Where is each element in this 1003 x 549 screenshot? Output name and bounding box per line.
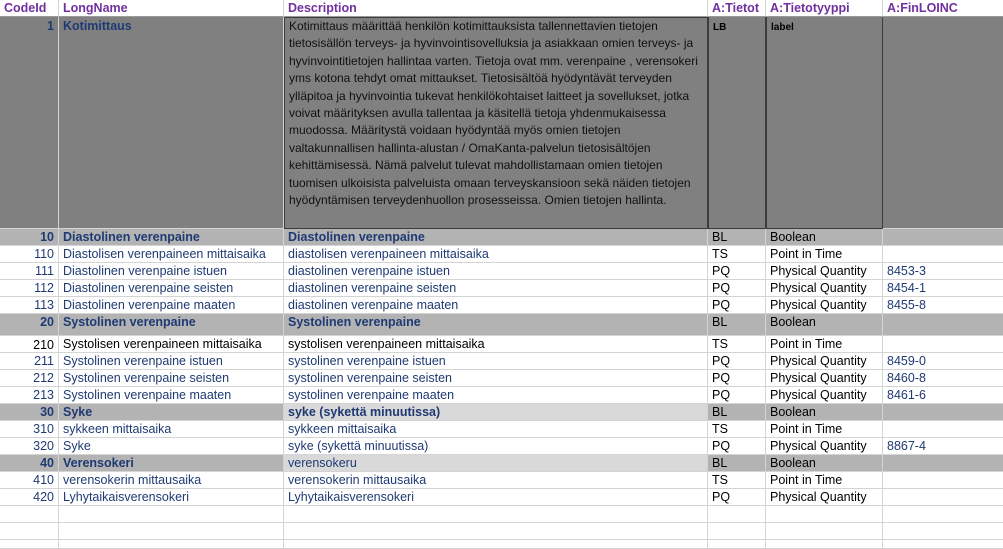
cell-tietot[interactable]: PQ (708, 263, 766, 280)
cell-description[interactable]: diastolisen verenpaineen mittaisaika (284, 246, 708, 263)
cell-description[interactable]: Lyhytaikaisverensokeri (284, 489, 708, 506)
cell-description[interactable]: sykkeen mittaisaika (284, 421, 708, 438)
cell-tietotyyppi[interactable]: Physical Quantity (766, 353, 883, 370)
cell-code[interactable]: 110 (0, 246, 59, 263)
cell-finloinc[interactable]: 8459-0 (883, 353, 1003, 370)
empty-row (0, 540, 1003, 549)
cell-tietotyyppi[interactable]: Boolean (766, 404, 883, 421)
header-tietotyyppi[interactable]: A:Tietotyyppi (766, 0, 883, 17)
cell-tietotyyppi[interactable]: Point in Time (766, 336, 883, 353)
empty-cell[interactable] (883, 506, 1003, 523)
cell-description[interactable]: Kotimittaus määrittää henkilön kotimittauksista tallennettavien tietojen tietosisällön terveys- ja hyvinvointisovelluksia ja asiakkaan omien terveys- ja hyvinvointitietojen hallintaa varten. Tietoja ovat mm. verenpaine , verensokeri yms kotona tehdyt omat mittaukset. Tietosisältöä hyödyntävät terveyden ylläpitoa ja hyvinvointia tukevat henkilökohtaiset laitteet ja sovellukset, jotka voivat määrityksen avulla tallentaa ja käsitellä tietoja yhdenmukaisessa muodossa. Määritystä voidaan hyödyntää myös omien tietojen valtakunnallisen hallinta-alustan / OmaKanta-palvelun tietosisältöjen kehittämisessä. Nämä palvelut tulevat mahdollistamaan omien tietojen tuomisen ulkoisista palveluista omaan terveyskansioon sekä näiden tietojen hyödyntämisen terveydenhuollon prosesseissa. Omien tietojen hallinta. (284, 17, 708, 229)
cell-tietot[interactable]: PQ (708, 370, 766, 387)
cell-tietot[interactable]: TS (708, 336, 766, 353)
cell-description[interactable]: Systolinen verenpaine (284, 314, 708, 336)
cell-tietot[interactable]: LB (708, 17, 766, 229)
table-row (0, 263, 1003, 280)
table-row (0, 336, 1003, 353)
cell-tietot[interactable]: PQ (708, 297, 766, 314)
cell-longname[interactable]: Diastolinen verenpaine (59, 229, 284, 246)
cell-longname[interactable]: Syke (59, 404, 284, 421)
cell-description[interactable]: syke (sykettä minuutissa) (284, 404, 708, 421)
empty-cell[interactable] (59, 506, 284, 523)
cell-tietotyyppi[interactable]: Physical Quantity (766, 387, 883, 404)
cell-finloinc[interactable]: 8867-4 (883, 438, 1003, 455)
cell-tietotyyppi[interactable]: Physical Quantity (766, 263, 883, 280)
empty-cell[interactable] (0, 540, 59, 549)
table-row (0, 370, 1003, 387)
cell-longname[interactable]: Diastolisen verenpaineen mittaisaika (59, 246, 284, 263)
cell-tietot[interactable]: TS (708, 421, 766, 438)
table-row (0, 280, 1003, 297)
cell-code[interactable]: 20 (0, 314, 59, 336)
cell-finloinc[interactable] (883, 472, 1003, 489)
cell-longname[interactable]: Systolinen verenpaine maaten (59, 387, 284, 404)
table-row (0, 387, 1003, 404)
cell-tietotyyppi[interactable]: Physical Quantity (766, 438, 883, 455)
table-row (0, 246, 1003, 263)
table-row (0, 421, 1003, 438)
cell-finloinc[interactable] (883, 489, 1003, 506)
empty-row (0, 506, 1003, 523)
cell-tietotyyppi[interactable]: Boolean (766, 455, 883, 472)
cell-finloinc[interactable] (883, 229, 1003, 246)
cell-code[interactable]: 420 (0, 489, 59, 506)
cell-longname[interactable]: Diastolinen verenpaine maaten (59, 297, 284, 314)
empty-cell[interactable] (0, 506, 59, 523)
cell-tietot[interactable]: BL (708, 229, 766, 246)
cell-longname[interactable]: verensokerin mittausaika (59, 472, 284, 489)
cell-longname[interactable]: Kotimittaus (59, 17, 284, 229)
empty-cell[interactable] (708, 540, 766, 549)
cell-longname[interactable]: Systolisen verenpaineen mittaisaika (59, 336, 284, 353)
cell-code[interactable]: 40 (0, 455, 59, 472)
cell-longname[interactable]: Systolinen verenpaine istuen (59, 353, 284, 370)
cell-finloinc[interactable] (883, 336, 1003, 353)
cell-tietot[interactable]: PQ (708, 387, 766, 404)
table-row (0, 472, 1003, 489)
cell-code[interactable]: 1 (0, 17, 59, 229)
cell-longname[interactable]: Syke (59, 438, 284, 455)
cell-tietotyyppi[interactable]: Point in Time (766, 246, 883, 263)
cell-description[interactable]: diastolinen verenpaine seisten (284, 280, 708, 297)
cell-longname[interactable]: Systolinen verenpaine seisten (59, 370, 284, 387)
cell-code[interactable]: 113 (0, 297, 59, 314)
cell-description[interactable]: systolisen verenpaineen mittaisaika (284, 336, 708, 353)
cell-finloinc[interactable] (883, 421, 1003, 438)
cell-longname[interactable]: Verensokeri (59, 455, 284, 472)
cell-description[interactable]: systolinen verenpaine istuen (284, 353, 708, 370)
empty-cell[interactable] (284, 506, 708, 523)
cell-code[interactable]: 410 (0, 472, 59, 489)
header-tietot[interactable]: A:Tietot (708, 0, 766, 17)
cell-finloinc[interactable]: 8455-8 (883, 297, 1003, 314)
empty-cell[interactable] (708, 523, 766, 540)
cell-code[interactable]: 30 (0, 404, 59, 421)
cell-tietot[interactable]: BL (708, 314, 766, 336)
cell-finloinc[interactable]: 8453-3 (883, 263, 1003, 280)
cell-finloinc[interactable]: 8454-1 (883, 280, 1003, 297)
empty-cell[interactable] (708, 506, 766, 523)
table-row-kotimittaus (0, 17, 1003, 229)
cell-tietot[interactable]: PQ (708, 353, 766, 370)
cell-code[interactable]: 213 (0, 387, 59, 404)
table-row (0, 455, 1003, 472)
table-row (0, 438, 1003, 455)
table-row (0, 489, 1003, 506)
empty-cell[interactable] (59, 540, 284, 549)
cell-description[interactable]: systolinen verenpaine maaten (284, 387, 708, 404)
cell-finloinc[interactable] (883, 314, 1003, 336)
cell-code[interactable]: 10 (0, 229, 59, 246)
cell-tietotyyppi[interactable]: label (766, 17, 883, 229)
table-row (0, 297, 1003, 314)
empty-cell[interactable] (883, 523, 1003, 540)
cell-code[interactable]: 112 (0, 280, 59, 297)
cell-description[interactable]: verensokerin mittausaika (284, 472, 708, 489)
header-codeid[interactable]: CodeId (0, 0, 59, 17)
cell-tietot[interactable]: PQ (708, 489, 766, 506)
header-finloinc[interactable]: A:FinLOINC (883, 0, 1003, 17)
cell-description[interactable]: diastolinen verenpaine maaten (284, 297, 708, 314)
header-description[interactable]: Description (284, 0, 708, 17)
table-row (0, 353, 1003, 370)
cell-finloinc[interactable] (883, 17, 1003, 229)
empty-cell[interactable] (59, 523, 284, 540)
cell-tietot[interactable]: BL (708, 404, 766, 421)
empty-cell[interactable] (766, 523, 883, 540)
cell-tietotyyppi[interactable]: Point in Time (766, 421, 883, 438)
empty-cell[interactable] (284, 540, 708, 549)
cell-tietotyyppi[interactable]: Point in Time (766, 472, 883, 489)
header-row (0, 0, 1003, 17)
cell-code[interactable]: 310 (0, 421, 59, 438)
table-row (0, 229, 1003, 246)
cell-code[interactable]: 210 (0, 336, 59, 353)
cell-description[interactable]: syke (sykettä minuutissa) (284, 438, 708, 455)
cell-tietotyyppi[interactable]: Physical Quantity (766, 297, 883, 314)
cell-finloinc[interactable] (883, 246, 1003, 263)
cell-tietotyyppi[interactable]: Physical Quantity (766, 280, 883, 297)
cell-longname[interactable]: Systolinen verenpaine (59, 314, 284, 336)
header-longname[interactable]: LongName (59, 0, 284, 17)
cell-finloinc[interactable] (883, 455, 1003, 472)
empty-row (0, 523, 1003, 540)
cell-longname[interactable]: sykkeen mittaisaika (59, 421, 284, 438)
empty-cell[interactable] (883, 540, 1003, 549)
cell-tietotyyppi[interactable]: Boolean (766, 229, 883, 246)
empty-cell[interactable] (0, 523, 59, 540)
empty-cell[interactable] (284, 523, 708, 540)
cell-tietot[interactable]: PQ (708, 438, 766, 455)
cell-description[interactable]: diastolinen verenpaine istuen (284, 263, 708, 280)
empty-cell[interactable] (766, 506, 883, 523)
cell-finloinc[interactable]: 8461-6 (883, 387, 1003, 404)
cell-tietot[interactable]: BL (708, 455, 766, 472)
cell-description[interactable]: verensokeru (284, 455, 708, 472)
cell-code[interactable]: 111 (0, 263, 59, 280)
cell-longname[interactable]: Diastolinen verenpaine seisten (59, 280, 284, 297)
cell-tietotyyppi[interactable]: Physical Quantity (766, 489, 883, 506)
empty-cell[interactable] (766, 540, 883, 549)
cell-code[interactable]: 320 (0, 438, 59, 455)
cell-tietot[interactable]: PQ (708, 280, 766, 297)
cell-tietotyyppi[interactable]: Boolean (766, 314, 883, 336)
table-row (0, 404, 1003, 421)
cell-description[interactable]: Diastolinen verenpaine (284, 229, 708, 246)
cell-code[interactable]: 212 (0, 370, 59, 387)
table-row (0, 314, 1003, 336)
cell-longname[interactable]: Lyhytaikaisverensokeri (59, 489, 284, 506)
cell-description[interactable]: systolinen verenpaine seisten (284, 370, 708, 387)
cell-finloinc[interactable]: 8460-8 (883, 370, 1003, 387)
cell-tietot[interactable]: TS (708, 472, 766, 489)
cell-tietot[interactable]: TS (708, 246, 766, 263)
cell-tietotyyppi[interactable]: Physical Quantity (766, 370, 883, 387)
cell-finloinc[interactable] (883, 404, 1003, 421)
cell-longname[interactable]: Diastolinen verenpaine istuen (59, 263, 284, 280)
cell-code[interactable]: 211 (0, 353, 59, 370)
